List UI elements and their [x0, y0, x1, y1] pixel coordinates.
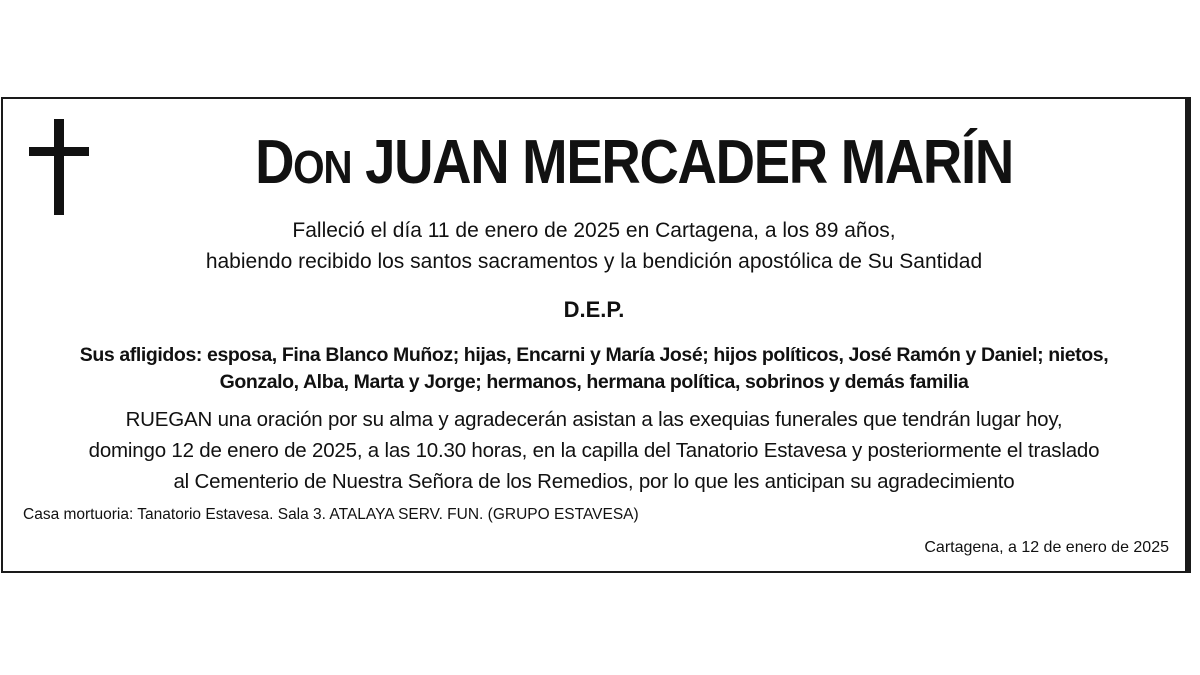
obituary-notice [1, 97, 1191, 573]
death-info [13, 215, 1175, 277]
mourners-line: Sus afligidos: esposa, Fina Blanco Muñoz; hijas, Encarni y María José; hijos políticos, José Ramón y Daniel; nietos, [79, 344, 1109, 366]
request-line: RUEGAN una oración por su alma y agradecerán asistan a las exequias funerales que tendrán lugar hoy, [125, 408, 1063, 431]
cross-vertical-bar [54, 119, 64, 215]
death-info-line: Falleció el día 11 de enero de 2025 en Cartagena, a los 89 años, [292, 219, 896, 242]
honorific-rest: ON [293, 141, 352, 193]
honorific-initial: D [255, 128, 294, 197]
deceased-name-heading [167, 123, 1102, 207]
request-line: al Cementerio de Nuestra Señora de los Remedios, por lo que les anticipan su agradecimiento [173, 470, 1015, 493]
mourners-line: Gonzalo, Alba, Marta y Jorge; hermanos, hermana política, sobrinos y demás familia [219, 371, 969, 393]
request-line: domingo 12 de enero de 2025, a las 10.30 horas, en la capilla del Tanatorio Estavesa y posteriormente el traslado [88, 439, 1100, 462]
deceased-name: JUAN MERCADER MARÍN [365, 128, 1013, 197]
funeral-request [13, 404, 1175, 497]
mourners-list [13, 342, 1175, 396]
cross-horizontal-bar [29, 147, 89, 156]
funeral-home-info: Casa mortuoria: Tanatorio Estavesa. Sala 3. ATALAYA SERV. FUN. (GRUPO ESTAVESA) [23, 506, 639, 523]
place-and-date: Cartagena, a 12 de enero de 2025 [924, 539, 1169, 556]
death-info-line: habiendo recibido los santos sacramentos y la bendición apostólica de Su Santidad [205, 250, 983, 273]
dep-abbreviation: D.E.P. [563, 297, 625, 322]
latin-cross-icon [29, 119, 89, 215]
